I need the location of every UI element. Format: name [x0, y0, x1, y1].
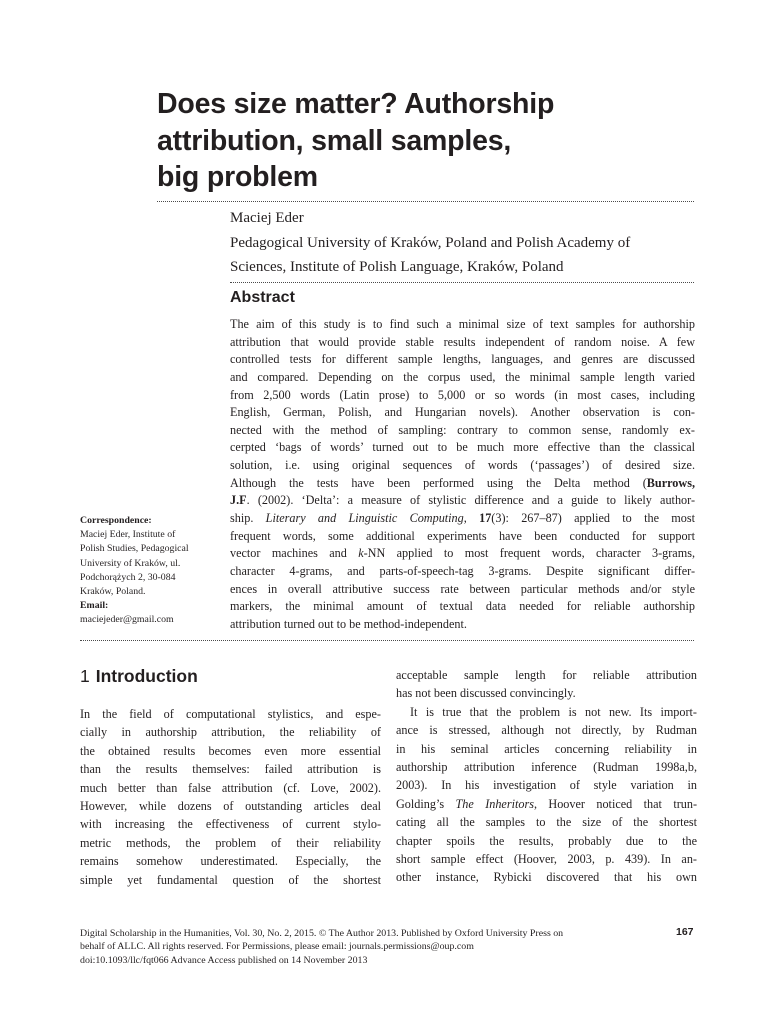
body-line: other instance, Rybicki discovered that his own: [396, 870, 697, 885]
body-column-left: [80, 705, 381, 889]
body-line: the obtained results becomes even more essential: [80, 743, 381, 758]
abstract-text: vector machines and: [230, 546, 359, 561]
correspondence-block: [80, 514, 220, 628]
journal-volume: 17: [479, 511, 492, 526]
abstract-line: markers, the minimal amount of textual data needed for reliable authorship: [230, 599, 695, 614]
body-line: ance is stressed, although not directly, by Rudman: [396, 723, 697, 738]
abstract-text: Although the tests have been performed using the Delta method (: [230, 475, 647, 490]
body-line: cating all the samples to the size of the shortest: [396, 815, 697, 830]
abstract-line: [230, 510, 695, 528]
abstract-line: ences in overall attributive success rate between particular methods and/or style: [230, 581, 695, 596]
body-line: 2003). In his investigation of style variation in: [396, 778, 697, 793]
body-column-right: [396, 666, 697, 887]
citation-author: Burrows,: [646, 475, 695, 490]
section-heading: [80, 665, 198, 687]
abstract-line: cerpted ‘bags of words’ turned out to be much more effective than the classical: [230, 440, 695, 455]
title-line: big problem: [157, 161, 318, 193]
body-line: authorship attribution inference (Rudman 1998a,b,: [396, 759, 697, 774]
page-footer: [80, 927, 690, 967]
abstract-line: attribution that would provide stable results independent of random noise. A few: [230, 334, 695, 349]
abstract-line: [230, 492, 695, 510]
correspondence-line: Polish Studies, Pedagogical: [80, 543, 189, 555]
abstract-line: from 2,500 words (Latin prose) to 5,000 or so words (in most cases, including: [230, 387, 695, 402]
body-line: simple yet fundamental question of the shortest: [80, 872, 381, 887]
author-affiliation: [230, 232, 700, 279]
correspondence-line: Kraków, Poland.: [80, 586, 146, 598]
abstract-line: The aim of this study is to find such a minimal size of text samples for authorship: [230, 317, 695, 331]
affiliation-line: Pedagogical University of Kraków, Poland and Polish Academy of: [230, 235, 631, 251]
body-line: However, while dozens of outstanding articles deal: [80, 798, 381, 813]
body-line: cially in authorship attribution, the reliability of: [80, 725, 381, 740]
body-text: Golding’s: [396, 796, 456, 811]
affiliation-line: Sciences, Institute of Polish Language, Kraków, Poland: [230, 258, 564, 275]
body-line: short sample effect (Hoover, 2003, p. 439). In an-: [396, 851, 697, 866]
body-line: chapter spoils the results, probably due to the: [396, 833, 697, 848]
correspondence-line: Podchorążych 2, 30-084: [80, 571, 176, 583]
abstract-italic: k: [358, 546, 364, 561]
body-line: acceptable sample length for reliable attribution: [396, 668, 697, 682]
journal-name: Literary and Linguistic Computing: [265, 511, 464, 526]
abstract-line: solution, i.e. using original sequences of words (‘passages’) of desired size.: [230, 458, 695, 473]
body-line: metric methods, the problem of their reliability: [80, 835, 381, 850]
footer-line: behalf of ALLC. All rights reserved. For Permissions, please email: journals.permissions@oup.com: [80, 941, 474, 953]
affiliation-divider: [230, 282, 694, 283]
abstract-line: and compared. Depending on the corpus used, the minimal sample length varied: [230, 369, 695, 384]
body-line: than the results themselves: failed attribution is: [80, 762, 381, 777]
abstract-heading: Abstract: [230, 289, 295, 306]
abstract-line: nected with the method of sampling: contrary to common sense, randomly ex-: [230, 422, 695, 437]
body-line: remains somehow underestimated. Especially, the: [80, 854, 381, 869]
abstract-body: [230, 316, 695, 634]
correspondence-line: University of Kraków, ul.: [80, 557, 181, 569]
abstract-text: -NN applied to most frequent words, character 3-grams,: [363, 546, 695, 561]
body-line: [396, 795, 697, 813]
body-line: much better than false attribution (cf. Love, 2002).: [80, 780, 381, 795]
footer-line: Digital Scholarship in the Humanities, Vol. 30, No. 2, 2015. © The Author 2013. Published by Oxford University Press on: [80, 928, 564, 939]
body-line: with increasing the effectiveness of current stylo-: [80, 817, 381, 832]
book-title: The Inheritors: [455, 796, 534, 811]
section-divider: [80, 640, 694, 641]
title-line: Does size matter? Authorship: [157, 88, 555, 120]
abstract-line: English, German, Polish, and Hungarian novels). Another observation is con-: [230, 405, 695, 420]
correspondence-label: Correspondence:: [80, 515, 152, 526]
citation-author: J.F: [230, 493, 247, 508]
correspondence-line: Maciej Eder, Institute of: [80, 529, 176, 541]
abstract-line: attribution turned out to be method-independent.: [230, 616, 467, 631]
email-label: Email:: [80, 600, 109, 612]
body-line: has not been discussed convincingly.: [396, 686, 576, 701]
abstract-line: character 4-grams, and parts-of-speech-tag 3-grams. Despite significant differ-: [230, 563, 695, 578]
body-line: in his seminal articles concerning reliability in: [396, 741, 697, 756]
abstract-text: (3): 267–87) applied to the most: [491, 511, 695, 526]
article-title: [157, 86, 717, 196]
author-name: Maciej Eder: [230, 210, 304, 226]
section-number: 1: [80, 666, 90, 686]
section-title: Introduction: [95, 666, 198, 686]
abstract-line: [230, 545, 695, 563]
footer-line: doi:10.1093/llc/fqt066 Advance Access published on 14 November 2013: [80, 954, 368, 966]
abstract-line: [230, 475, 695, 493]
abstract-line: controlled tests for different sample lengths, languages, and genres are discussed: [230, 352, 695, 367]
abstract-line: frequent words, some additional experiments have been conducted for support: [230, 528, 695, 543]
abstract-text: ship.: [230, 511, 266, 526]
title-divider: [157, 201, 694, 202]
abstract-text: . (2002). ‘Delta’: a measure of stylistic difference and a guide to likely author-: [246, 493, 695, 508]
abstract-text: ,: [463, 511, 480, 526]
body-line: In the field of computational stylistics, and espe-: [80, 707, 381, 721]
email-address: maciejeder@gmail.com: [80, 614, 174, 626]
body-line: It is true that the problem is not new. Its import-: [410, 704, 697, 719]
title-line: attribution, small samples,: [157, 124, 512, 157]
body-text: , Hoover noticed that trun-: [533, 796, 698, 811]
page-number: 167: [676, 926, 694, 938]
